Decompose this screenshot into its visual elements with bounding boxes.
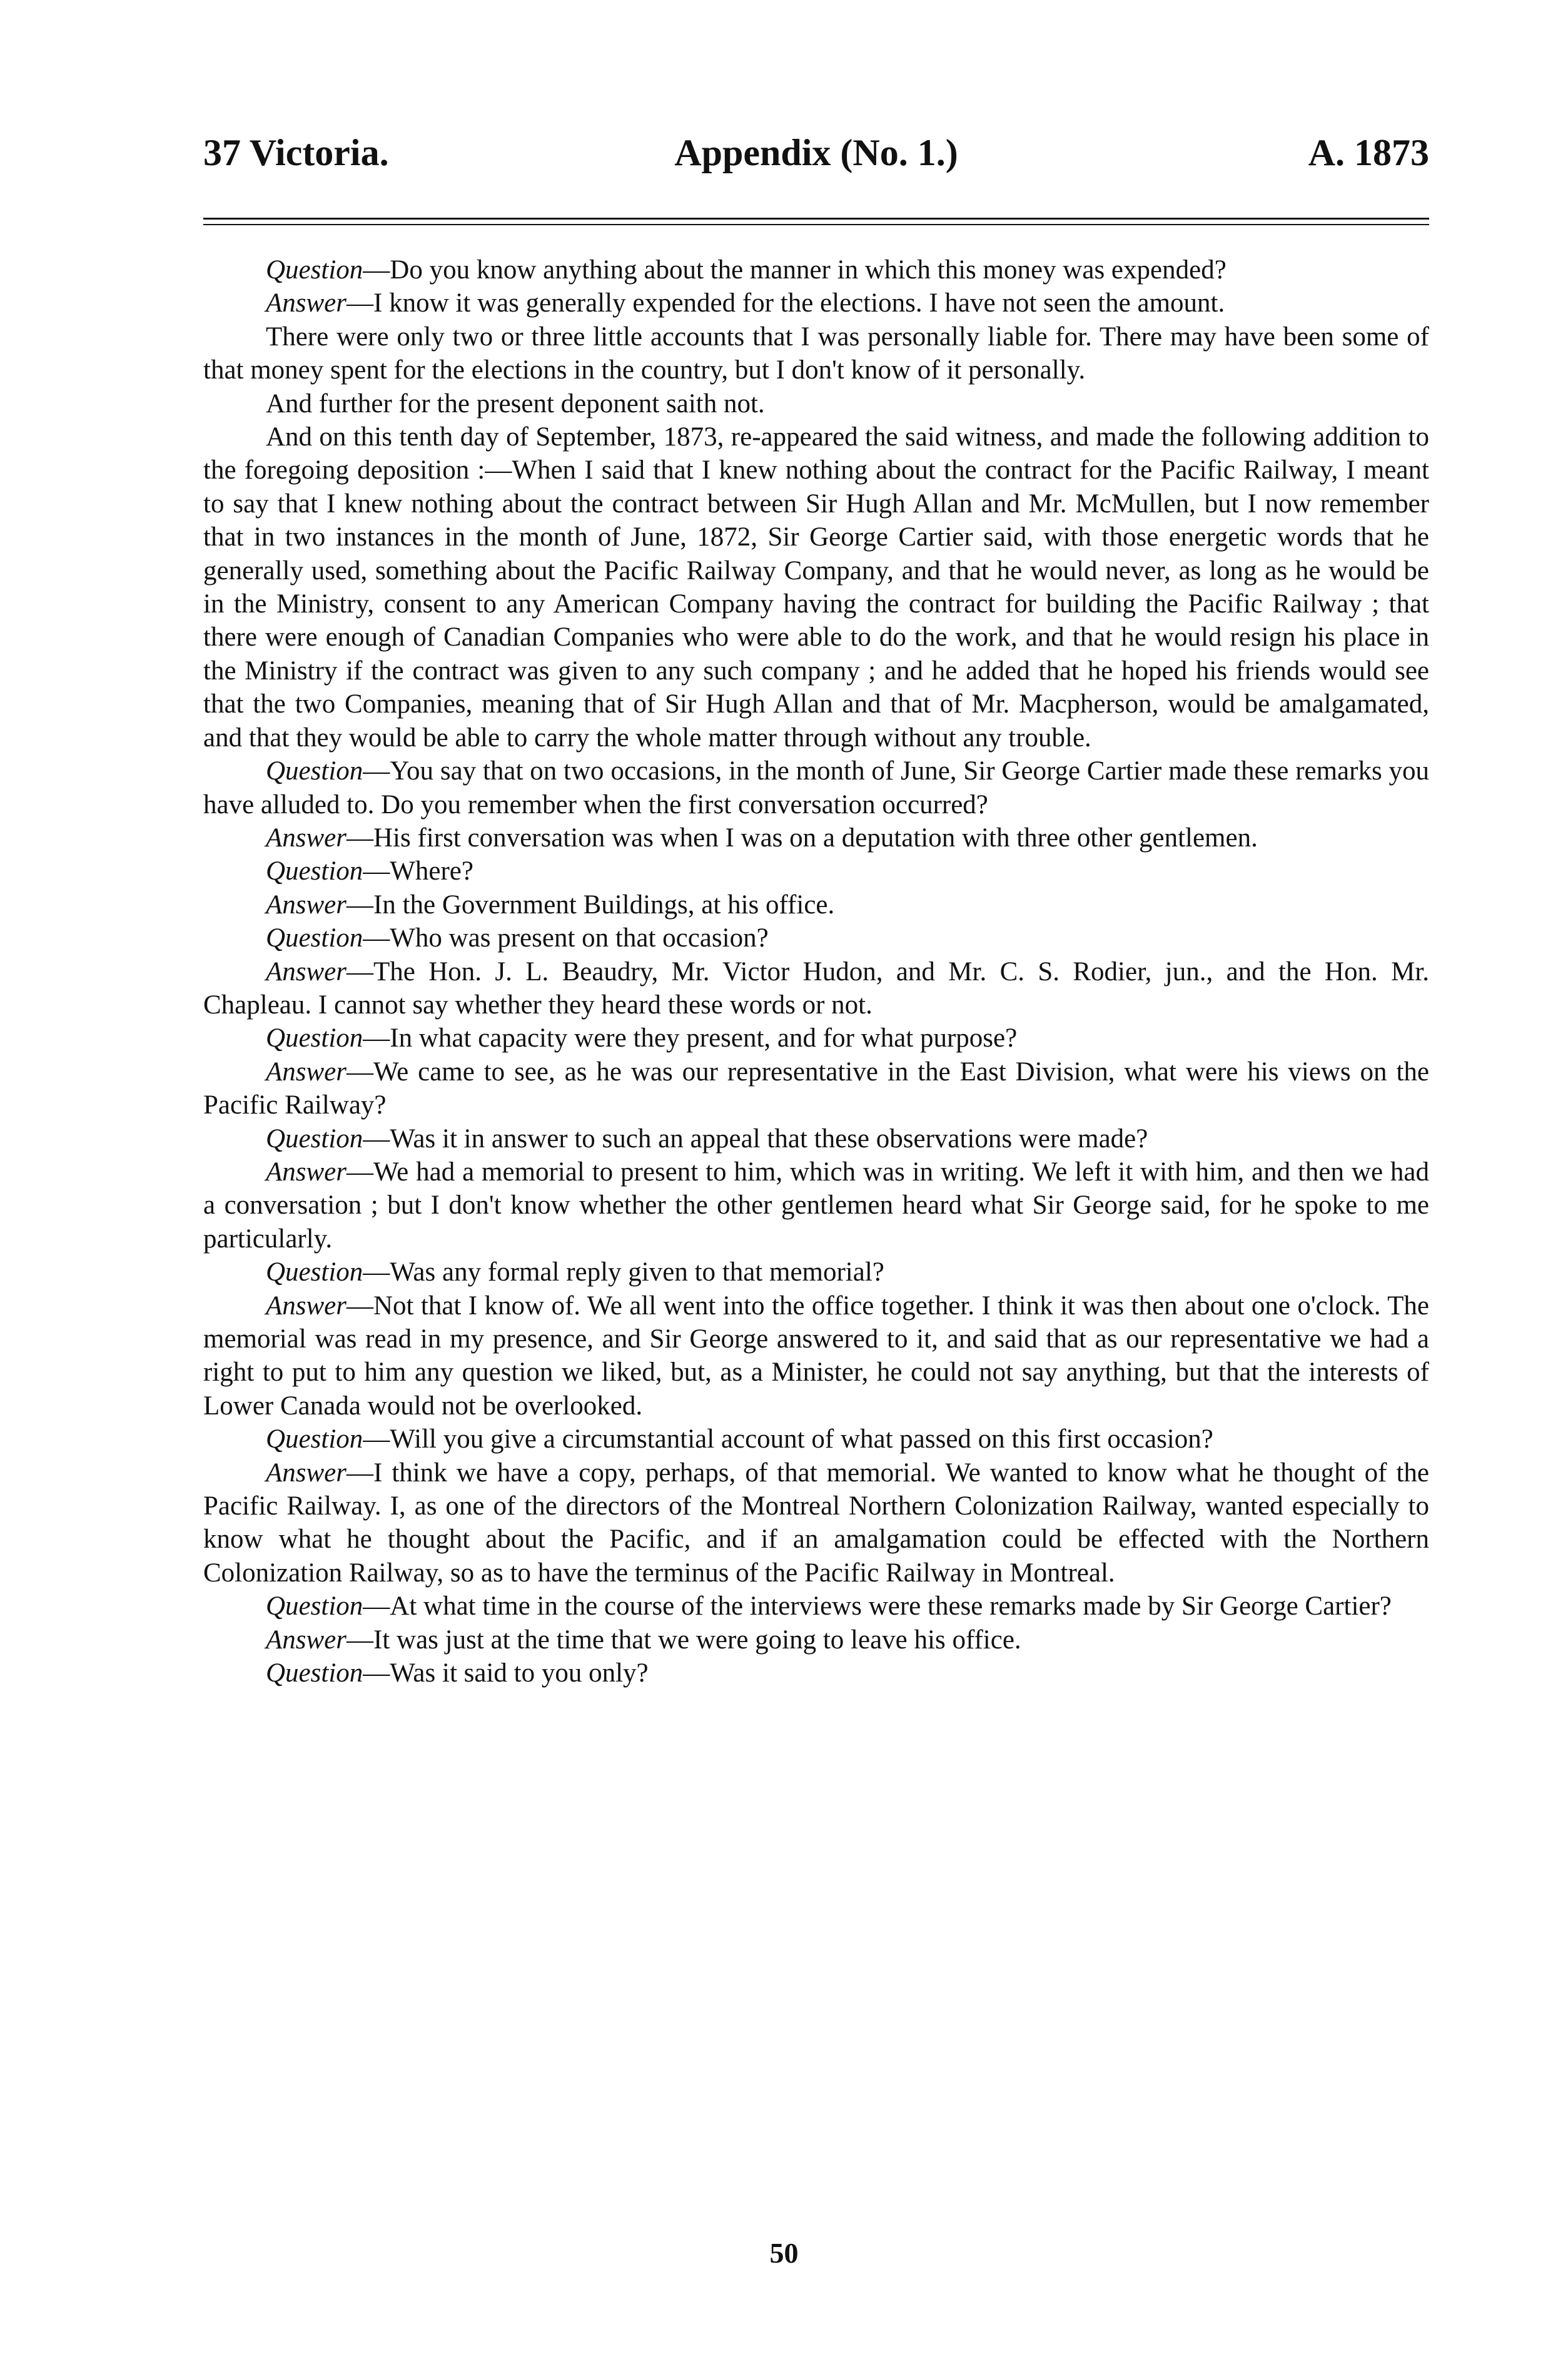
label-dash: —	[363, 1124, 390, 1154]
page-number: 50	[769, 2237, 799, 2269]
answer-label: Answer	[266, 288, 346, 318]
paragraph-text: Do you know anything about the manner in which this money was expended?	[390, 255, 1227, 285]
paragraph-text: We had a memorial to present to him, which was in writing. We left it with him, and then we had a conversation ; but I don't know whether the other gentlemen heard what Sir George said, for he spoke to me particularly.	[203, 1157, 1429, 1254]
answer-label: Answer	[266, 1458, 346, 1488]
paragraph-text: In the Government Buildings, at his office.	[373, 890, 835, 920]
label-dash: —	[346, 1057, 373, 1087]
question-paragraph	[203, 855, 1429, 888]
header-rule-thin	[203, 224, 1429, 225]
paragraph-text: Was it in answer to such an appeal that these observations were made?	[390, 1124, 1148, 1154]
paragraph-text: I know it was generally expended for the elections. I have not seen the amount.	[373, 288, 1225, 318]
question-label: Question	[266, 1023, 363, 1053]
paragraph-text: I think we have a copy, perhaps, of that memorial. We wanted to know what he thought of the Pacific Railway. I, as one of the directors of the Montreal Northern Colonization Railway, wanted especially to know what he thought about the Pacific, and if an amalgamation could be effected with the Northern Colonization Railway, so as to have the terminus of the Pacific Railway in Montreal.	[203, 1458, 1429, 1588]
paragraph-text: And further for the present deponent saith not.	[266, 388, 765, 419]
label-dash: —	[346, 890, 373, 920]
answer-paragraph	[203, 1289, 1429, 1423]
label-dash: —	[363, 923, 390, 953]
paragraph-text: Will you give a circumstantial account of what passed on this first occasion?	[390, 1424, 1213, 1454]
question-label: Question	[266, 756, 363, 786]
question-label: Question	[266, 1124, 363, 1154]
body-paragraph	[203, 320, 1429, 387]
paragraph-text: Who was present on that occasion?	[390, 923, 769, 953]
question-paragraph	[203, 253, 1429, 287]
paragraph-text: Not that I know of. We all went into the office together. I think it was then about one o'clock. The memorial was read in my presence, and Sir George answered to it, and said that as our representative we had a right to put to him any question we liked, but, as a Minister, he could not say anything, but that the interests of Lower Canada would not be overlooked.	[203, 1291, 1429, 1421]
question-label: Question	[266, 923, 363, 953]
paragraph-text: Where?	[390, 856, 473, 886]
label-dash: —	[363, 1257, 390, 1287]
question-label: Question	[266, 856, 363, 886]
label-dash: —	[346, 1625, 373, 1655]
question-label: Question	[266, 1424, 363, 1454]
body-paragraph	[203, 420, 1429, 754]
paragraph-text: It was just at the time that we were going to leave his office.	[373, 1625, 1021, 1655]
answer-label: Answer	[266, 823, 346, 853]
paragraph-text: You say that on two occasions, in the month of June, Sir George Cartier made these remarks you have alluded to. Do you remember when the first conversation occurred?	[203, 756, 1429, 819]
label-dash: —	[346, 823, 373, 853]
question-paragraph	[203, 1122, 1429, 1155]
answer-paragraph	[203, 821, 1429, 855]
label-dash: —	[363, 1591, 390, 1621]
paragraph-text: At what time in the course of the interviews were these remarks made by Sir George Cartier?	[390, 1591, 1392, 1621]
header-session: 37 Victoria.	[203, 132, 389, 173]
question-paragraph	[203, 1256, 1429, 1289]
document-body	[203, 253, 1429, 1690]
paragraph-text: Was it said to you only?	[390, 1658, 649, 1688]
header-rule-thick	[203, 218, 1429, 220]
answer-label: Answer	[266, 1057, 346, 1087]
answer-paragraph	[203, 1623, 1429, 1656]
label-dash: —	[346, 1291, 373, 1321]
question-paragraph	[203, 1656, 1429, 1690]
paragraph-text: Was any formal reply given to that memorial?	[390, 1257, 884, 1287]
question-paragraph	[203, 1022, 1429, 1055]
question-label: Question	[266, 1658, 363, 1688]
answer-paragraph	[203, 1055, 1429, 1122]
question-paragraph	[203, 754, 1429, 821]
paragraph-text: In what capacity were they present, and for what purpose?	[390, 1023, 1018, 1053]
paragraph-text: There were only two or three little accounts that I was personally liable for. There may have been some of that money spent for the elections in the country, but I don't know of it personally.	[203, 322, 1429, 385]
question-label: Question	[266, 1591, 363, 1621]
question-paragraph	[203, 1590, 1429, 1623]
answer-label: Answer	[266, 1157, 346, 1187]
header-appendix: Appendix (No. 1.)	[674, 132, 958, 173]
answer-label: Answer	[266, 956, 346, 987]
paragraph-text: We came to see, as he was our representative in the East Division, what were his views on the Pacific Railway?	[203, 1057, 1429, 1120]
label-dash: —	[363, 1023, 390, 1053]
body-paragraph	[203, 387, 1429, 420]
question-label: Question	[266, 1257, 363, 1287]
answer-paragraph	[203, 888, 1429, 921]
answer-label: Answer	[266, 1291, 346, 1321]
label-dash: —	[346, 1157, 373, 1187]
label-dash: —	[363, 756, 390, 786]
paragraph-text: And on this tenth day of September, 1873, re-appeared the said witness, and made the following addition to the foregoing deposition :—When I said that I knew nothing about the contract for the Pacific Railway, I meant to say that I knew nothing about the contract between Sir Hugh Allan and Mr. McMullen, but I now remember that in two instances in the month of June, 1872, Sir George Cartier said, with those energetic words that he generally used, something about the Pacific Railway Company, and that he would never, as long as he would be in the Ministry, consent to any American Company having the contract for building the Pacific Railway ; that there were enough of Canadian Companies who were able to do the work, and that he would resign his place in the Ministry if the contract was given to any such company ; and he added that he hoped his friends would see that the two Companies, meaning that of Sir Hugh Allan and that of Mr. Macpherson, would be amalgamated, and that they would be able to carry the whole matter through without any trouble.	[203, 422, 1429, 753]
paragraph-text: The Hon. J. L. Beaudry, Mr. Victor Hudon, and Mr. C. S. Rodier, jun., and the Hon. Mr. Chapleau. I cannot say whether they heard these words or not.	[203, 956, 1429, 1020]
question-label: Question	[266, 255, 363, 285]
label-dash: —	[363, 255, 390, 285]
question-paragraph	[203, 1423, 1429, 1456]
answer-paragraph	[203, 287, 1429, 320]
answer-paragraph	[203, 955, 1429, 1022]
running-header	[203, 131, 1429, 200]
header-year: A. 1873	[1308, 132, 1429, 173]
answer-paragraph	[203, 1456, 1429, 1590]
label-dash: —	[346, 956, 373, 987]
label-dash: —	[363, 856, 390, 886]
answer-label: Answer	[266, 1625, 346, 1655]
answer-label: Answer	[266, 890, 346, 920]
label-dash: —	[363, 1424, 390, 1454]
label-dash: —	[346, 1458, 373, 1488]
question-paragraph	[203, 921, 1429, 955]
label-dash: —	[363, 1658, 390, 1688]
paragraph-text: His first conversation was when I was on a deputation with three other gentlemen.	[373, 823, 1258, 853]
answer-paragraph	[203, 1155, 1429, 1256]
label-dash: —	[346, 288, 373, 318]
